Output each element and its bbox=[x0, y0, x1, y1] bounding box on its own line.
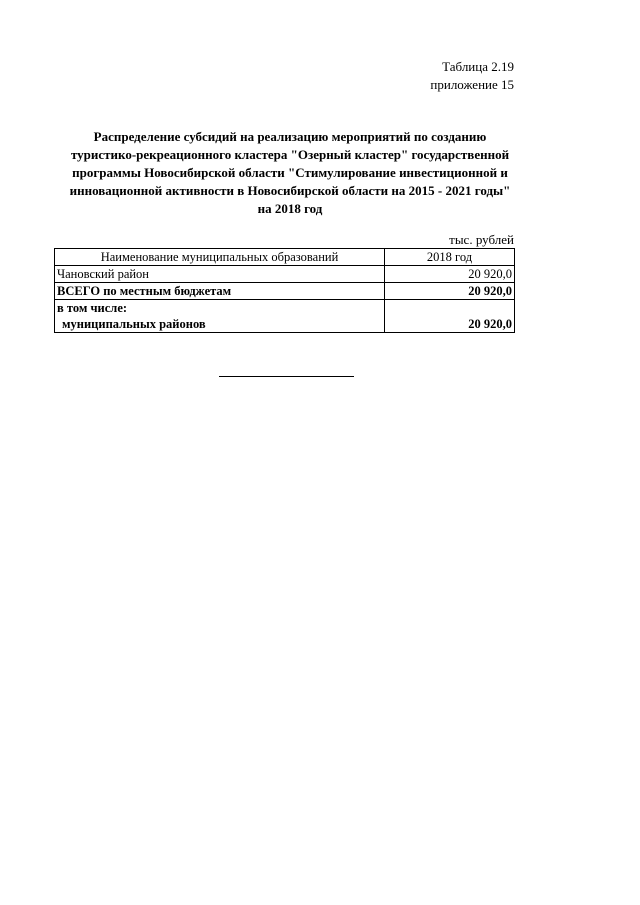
title-line: программы Новосибирской области "Стимулирование инвестиционной и bbox=[72, 165, 508, 180]
table-row-municipal-districts bbox=[55, 316, 515, 333]
document-title bbox=[40, 128, 540, 218]
row-value-total: 20 920,0 bbox=[385, 283, 515, 300]
title-line: инновационной активности в Новосибирской области на 2015 - 2021 годы" bbox=[69, 183, 511, 198]
table-row-including bbox=[55, 300, 515, 317]
table-number: Таблица 2.19 bbox=[442, 59, 514, 74]
row-name-municipal-districts: муниципальных районов bbox=[55, 316, 385, 333]
title-line: Распределение субсидий на реализацию мероприятий по созданию bbox=[93, 129, 487, 144]
closing-divider-line bbox=[219, 376, 354, 377]
table-row bbox=[55, 266, 515, 283]
row-name-including: в том числе: bbox=[55, 300, 385, 317]
column-header-year: 2018 год bbox=[385, 249, 515, 266]
appendix-number: приложение 15 bbox=[430, 77, 514, 92]
row-name-chanovsky: Чановский район bbox=[55, 266, 385, 283]
table-row-total bbox=[55, 283, 515, 300]
row-value-including bbox=[385, 300, 515, 317]
row-name-total: ВСЕГО по местным бюджетам bbox=[55, 283, 385, 300]
units-label: тыс. рублей bbox=[449, 232, 514, 247]
subsidies-table bbox=[54, 248, 515, 333]
table-header-row bbox=[55, 249, 515, 266]
column-header-municipality: Наименование муниципальных образований bbox=[55, 249, 385, 266]
table-reference-block bbox=[430, 58, 514, 94]
title-line: туристико-рекреационного кластера "Озерный кластер" государственной bbox=[70, 147, 510, 162]
row-value-municipal-districts: 20 920,0 bbox=[385, 316, 515, 333]
title-line: на 2018 год bbox=[257, 201, 323, 216]
row-value-chanovsky: 20 920,0 bbox=[385, 266, 515, 283]
